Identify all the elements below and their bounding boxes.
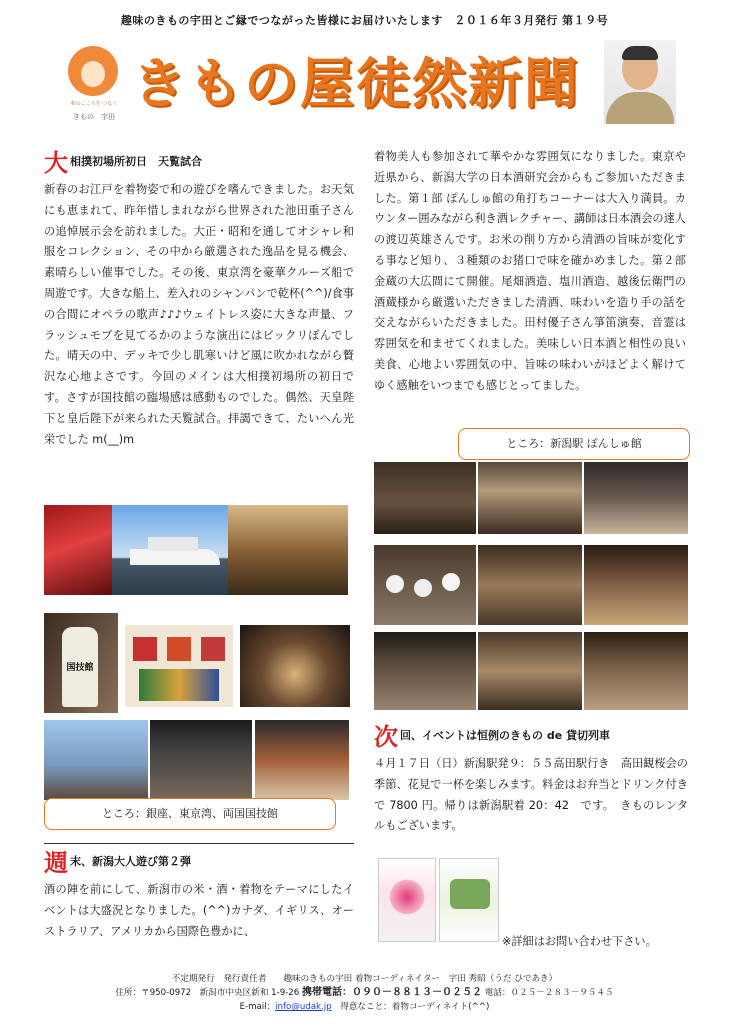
- newsletter-masthead: きもの屋徒然新聞: [132, 51, 580, 115]
- photo-sake-cups: [374, 545, 476, 625]
- logo-name: きもの 宇田: [73, 113, 115, 121]
- article-heading: [44, 848, 354, 876]
- article-niigata-continued: [374, 147, 686, 447]
- article-body-part2: 着物美人も参加されて華やかな雰囲気になりました。東京や近県から、新潟大学の日本酒研究会からもご参加いただきました。第１部 ぽんしゅ館の角打ちコーナーは大入り満員。カウンター囲みながら利き酒レクチャー、講師は日本酒会の達人の渡辺英雄さんです。お米の削り方から清酒の旨味が変化する事など知り、３種類のお猪口で味を確かめました。第２部 金蔵の大広間にて開催。尾畑酒造、塩川酒造、越後伝衛門の酒蔵様から厳選いただきました清酒、味わいを造り手の話を交えながらいただきました。田村優子さん箏笛演奏、音霊は雰囲気を和ませてくれました。美味しい日本酒と相性の良い美食、心地よい雰囲気の中、旨味の味わいがほどよく解けてゆく感触をいつまでも感じとってました。: [374, 150, 686, 392]
- footer-tel: 電話：０２５－２８３－９５４５: [484, 988, 614, 998]
- article-body: ４月１７日（日）新潟駅発９：５５高田駅行き 高田観桜会の季節、花見で一杯を楽しみます。料金はお弁当とドリンク付きで 7800 円。帰りは新潟駅着 20：42 です。 きものレンタルもございます。: [374, 757, 688, 833]
- photo-kimono-exhibit: [44, 505, 112, 595]
- shop-logo: [58, 42, 130, 128]
- section-divider: [44, 843, 354, 844]
- photo-musician: [478, 632, 582, 710]
- heading-initial: 大: [44, 148, 68, 177]
- photo-cruise-ship: [112, 505, 228, 595]
- heading-initial: 週: [44, 848, 68, 877]
- photo-banquet-hall: [584, 545, 688, 625]
- lantern-label: 国技館: [66, 663, 94, 673]
- photo-sumo-arena: [255, 720, 349, 800]
- footer-address: 住所：〒950-0972 新潟市中央区新和 1-9-26: [115, 988, 300, 998]
- article-heading: [374, 722, 688, 750]
- footer-publisher: 不定期発行 発行責任者 趣味のきもの宇田 着物コーディネイター 宇田 秀昭（うだ ひであき）: [171, 974, 558, 984]
- photo-ponshu-tasting: [584, 462, 688, 534]
- article-train-event: [374, 722, 688, 837]
- editor-portrait: [604, 40, 676, 124]
- email-link[interactable]: info@udak.jp: [275, 1002, 332, 1012]
- article-body-part1: 酒の陣を前にして、新潟市の米・酒・着物をテーマにしたイベントは大盛況となりました。(^^)カナダ、イギリス、オーストラリア、アメリカから国際色豊かに、: [44, 883, 354, 938]
- article-sumo: [44, 148, 354, 450]
- inquiry-note: ※詳細はお問い合わせ下さい。: [502, 935, 657, 948]
- place-box-niigata: ところ：新潟駅 ぽんしゅ館: [458, 428, 690, 460]
- footer-contact: [0, 986, 729, 1000]
- photo-ponshu-group: [478, 462, 582, 534]
- photo-sake-hand: [478, 545, 582, 625]
- heading-text: 末、新潟大人遊び第２弾: [70, 855, 191, 869]
- heading-text: 相撲初場所初日 天覧試合: [70, 155, 202, 169]
- photo-banquet-tables: [584, 632, 688, 710]
- footer: [0, 972, 729, 1014]
- heading-initial: 次: [374, 722, 398, 751]
- footer-email-label: E-mail：: [239, 1002, 276, 1012]
- logo-face-icon: [68, 46, 118, 96]
- article-body: 新春のお江戸を着物姿で和の遊びを嗜んできました。お天気にも恵まれて、昨年惜しまれながら世界された池田重子さんの追悼展示会を訪れました。大正・昭和を通してオシャレ和服をコレクション、その中から厳選された逸品を見る機会、素晴らしい催事でした。その後、東京湾を豪華クルーズ船で周遊です。大きな船上、差入れのシャンパンで乾杯(^^)/食事の合間にオペラの歌声♪♪♪ウェイトレス姿に大きな声量、フラッシュモブを見てるかのような演出にはビックリぽんでした。晴天の中、デッキで少し肌寒いけど風に吹かれながら贅沢な心地よさです。今回のメインは大相撲初場所の初日です。さすが国技館の臨場感は感動ものでした。偶然、天皇陛下と皇后陛下が来られた天覧試合。拝謁できて、たいへん光栄でした m(__)m: [44, 183, 354, 446]
- photo-sake-bottle: [44, 613, 118, 713]
- heading-text: 回、イベントは恒例のきもの de 貸切列車: [400, 729, 610, 743]
- flyer-image-2: [439, 858, 499, 942]
- photo-ponshu-crowd: [374, 462, 476, 534]
- article-niigata: [44, 848, 354, 956]
- photo-sumo-ring: [240, 625, 350, 707]
- logo-caption: 和のこころを つなぐ: [70, 101, 118, 107]
- place-box-tokyo: ところ：銀座、東京湾、両国国技館: [44, 798, 336, 830]
- photo-group-kimono: [150, 720, 252, 800]
- footer-email-line: [0, 1000, 729, 1014]
- photo-kimono-guests: [374, 632, 476, 710]
- photo-ginza-street: [44, 720, 148, 800]
- photo-kite-display: [125, 625, 233, 707]
- issue-tagline: 趣味のきもの宇田とご縁でつながった皆様にお届けいたします ２０１６年３月発行 第１９号: [120, 14, 609, 27]
- photo-cruise-dining: [228, 505, 348, 595]
- article-heading: [44, 148, 354, 176]
- footer-mobile: 携帯電話：０９０－８８１３－０２５２: [301, 987, 482, 998]
- flyer-image-1: [378, 858, 436, 942]
- footer-specialty: 得意なこと：着物コーディネイト(^^): [331, 1002, 490, 1012]
